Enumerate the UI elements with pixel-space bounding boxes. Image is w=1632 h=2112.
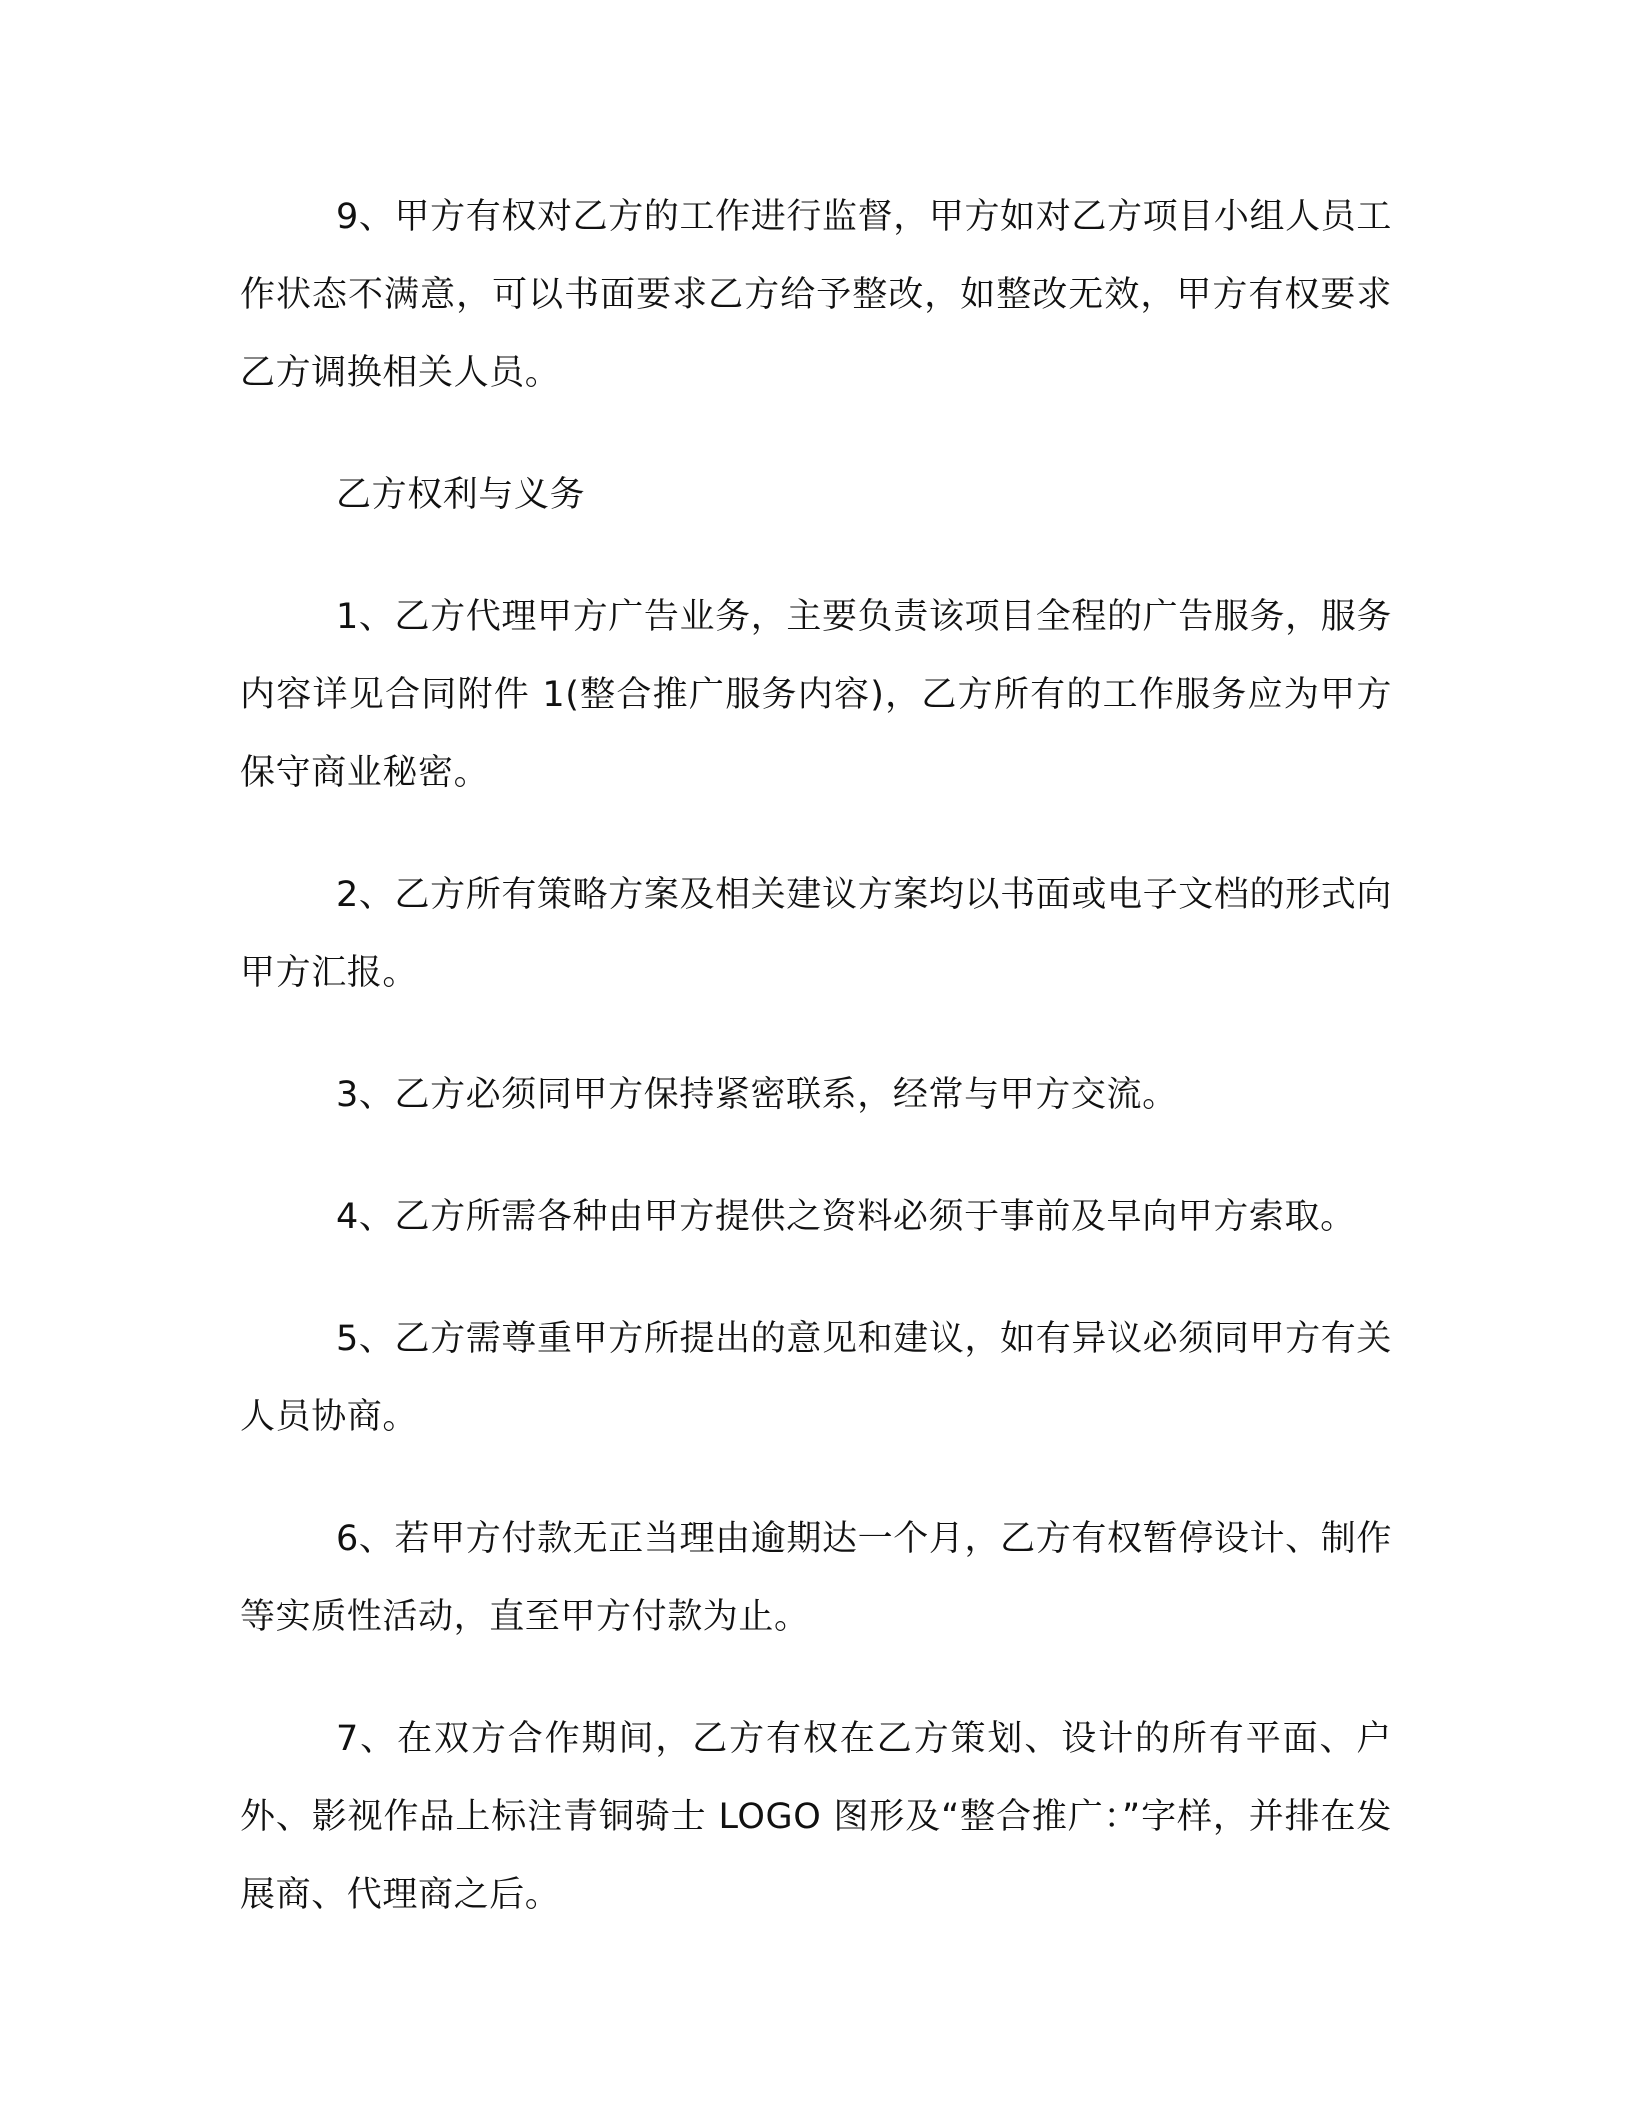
clause-3-party-b: 3、乙方必须同甲方保持紧密联系，经常与甲方交流。	[336, 1075, 1178, 1115]
clause-1-party-b: 1、乙方代理甲方广告业务，主要负责该项目全程的广告服务，服务内容详见合同附件 1(整合推广服务内容)，乙方所有的工作服务应为甲方保守商业秘密。	[240, 597, 1392, 793]
document-body	[240, 178, 1392, 1978]
clause-7-party-b: 7、在双方合作期间，乙方有权在乙方策划、设计的所有平面、户外、影视作品上标注青铜骑士 LOGO 图形及“整合推广：”字样，并排在发展商、代理商之后。	[240, 1719, 1392, 1915]
clause-2-party-b: 2、乙方所有策略方案及相关建议方案均以书面或电子文档的形式向甲方汇报。	[240, 875, 1392, 993]
clause-9-party-a: 9、甲方有权对乙方的工作进行监督，甲方如对乙方项目小组人员工作状态不满意，可以书面要求乙方给予整改，如整改无效，甲方有权要求乙方调换相关人员。	[240, 197, 1392, 393]
clause-4-party-b: 4、乙方所需各种由甲方提供之资料必须于事前及早向甲方索取。	[336, 1197, 1356, 1237]
section-heading-party-b-rights: 乙方权利与义务	[336, 475, 586, 515]
clause-5-party-b: 5、乙方需尊重甲方所提出的意见和建议，如有异议必须同甲方有关人员协商。	[240, 1319, 1392, 1437]
clause-6-party-b: 6、若甲方付款无正当理由逾期达一个月，乙方有权暂停设计、制作等实质性活动，直至甲方付款为止。	[240, 1519, 1392, 1637]
